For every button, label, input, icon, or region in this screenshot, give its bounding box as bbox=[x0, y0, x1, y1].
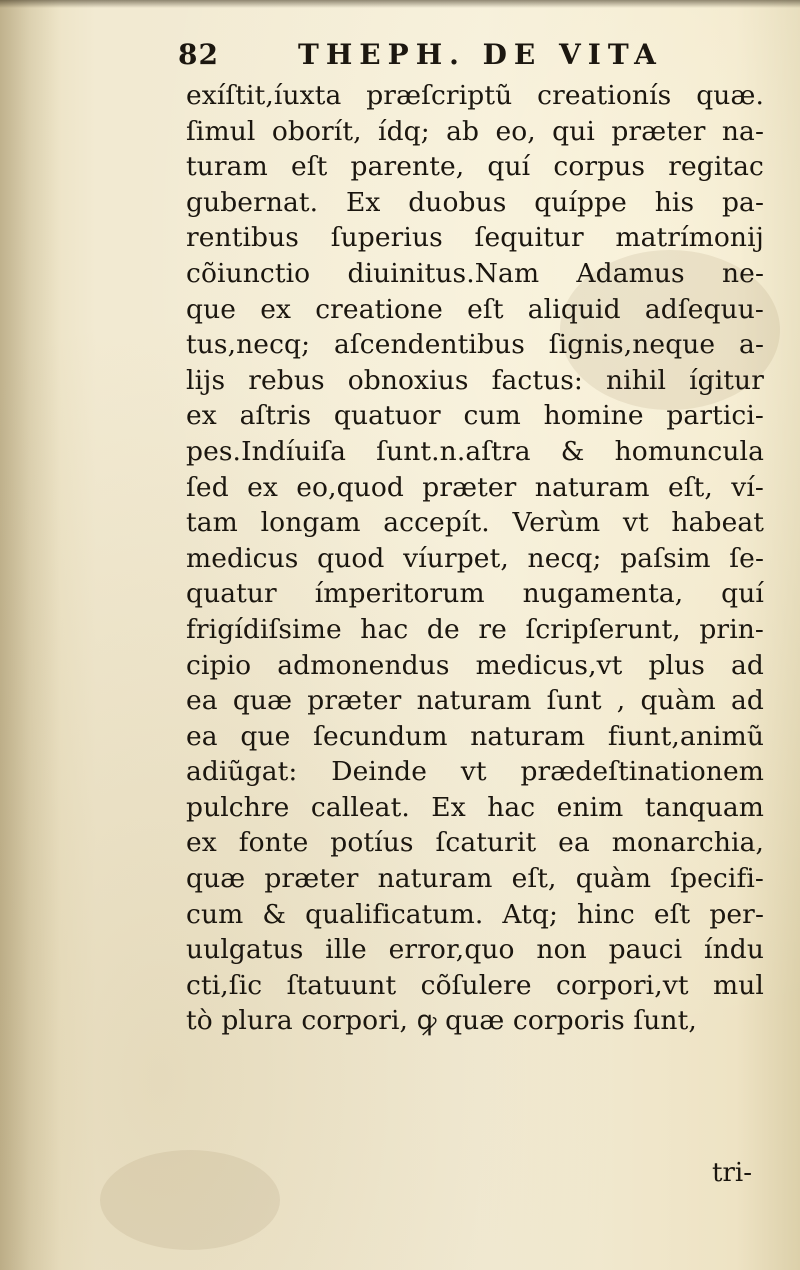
gutter-shadow bbox=[0, 0, 60, 1270]
text-line: rentibus ſuperius ſequitur matrímonij bbox=[186, 222, 764, 254]
page-number: 82 bbox=[178, 38, 219, 71]
catchword: tri- bbox=[712, 1158, 752, 1188]
page-header bbox=[178, 38, 738, 74]
text-line: uulgatus ille error,quo non pauci índu bbox=[186, 934, 764, 966]
text-line: cti,ſic ſtatuunt cõſulere corpori,vt mul bbox=[186, 969, 764, 1001]
page-top-edge bbox=[0, 0, 800, 8]
running-head: THEPH. DE VITA bbox=[298, 38, 663, 71]
text-line: pulchre calleat. Ex hac enim tanquam bbox=[186, 791, 764, 823]
text-line: frigídiſsime hac de re ſcripſerunt, prin- bbox=[186, 613, 764, 645]
text-line: lijs rebus obnoxius factus: nihil ígitur bbox=[186, 364, 764, 396]
text-line: medicus quod víurpet, necq; paſsim ſe- bbox=[186, 542, 764, 574]
text-line: quæ præter naturam eſt, quàm ſpecifi- bbox=[186, 863, 764, 895]
text-line: cum & qualificatum. Atq; hinc eſt per- bbox=[186, 898, 764, 930]
text-line: ea quæ præter naturam ſunt , quàm ad bbox=[186, 685, 764, 717]
text-line: cipio admonendus medicus,vt plus ad bbox=[186, 649, 764, 681]
text-line: cõiunctio diuinitus.Nam Adamus ne- bbox=[186, 257, 764, 289]
text-line: tus,necq; aſcendentibus ſignis,neque a- bbox=[186, 329, 764, 361]
text-line: ea que ſecundum naturam fiunt,animũ bbox=[186, 720, 764, 752]
text-line: adiũgat: Deinde vt prædeſtinationem bbox=[186, 756, 764, 788]
text-line: ſimul oborít, ídq; ab eo, qui præter na- bbox=[186, 115, 764, 147]
text-line: ex fonte potíus ſcaturit ea monarchia, bbox=[186, 827, 764, 859]
text-line: exíſtit,íuxta præſcriptũ creationís quæ. bbox=[186, 80, 764, 111]
text-line: turam eſt parente, quí corpus regitac bbox=[186, 151, 764, 183]
text-line: ſed ex eo,quod præter naturam eſt, ví- bbox=[186, 471, 764, 503]
text-line: pes.Indíuiſa ſunt.n.aſtra & homuncula bbox=[186, 435, 764, 467]
text-line: tam longam accepít. Verùm vt habeat bbox=[186, 507, 764, 539]
text-line: quatur ímperitorum nugamenta, quí bbox=[186, 578, 764, 610]
text-line: tò plura corpori, ꝙ quæ corporis ſunt, bbox=[186, 1005, 697, 1037]
text-line: ex aſtris quatuor cum homine partici- bbox=[186, 400, 764, 432]
paper-stain bbox=[100, 1150, 280, 1250]
text-line: gubernat. Ex duobus quíppe his pa- bbox=[186, 186, 764, 218]
text-line: que ex creatione eſt aliquid adſequu- bbox=[186, 293, 764, 325]
text-block bbox=[186, 78, 764, 1039]
